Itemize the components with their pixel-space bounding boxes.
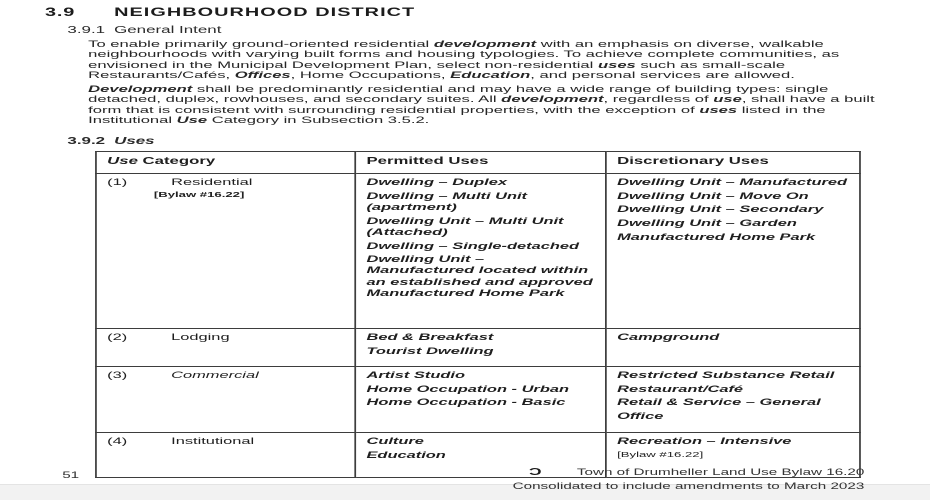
discretionary-use-item: Restricted Substance Retail: [617, 370, 835, 381]
permitted-use-item: Dwelling Unit – Manufactured located within an established and approved Manufactured Home Park: [366, 254, 593, 299]
permitted-use-item: Education: [366, 449, 446, 461]
use-category-number: (1): [107, 177, 128, 188]
discretionary-use-item: Dwelling Unit – Secondary: [617, 204, 824, 216]
permitted-use-item: Bed & Breakfast: [366, 332, 494, 343]
col-header-use-category: Use Category: [96, 152, 355, 174]
permitted-use-item: Dwelling – Duplex: [366, 177, 507, 188]
col-header-permitted-uses: Permitted Uses: [355, 152, 606, 174]
permitted-uses-cell: [355, 367, 606, 433]
use-table-row: [96, 174, 860, 329]
uses-table-header-row: [96, 152, 860, 174]
permitted-use-item: Culture: [366, 436, 424, 447]
bylaw-amendment-note: [Bylaw #16.22]: [153, 190, 245, 199]
subsection-number: 3.9.2: [67, 136, 106, 147]
subsection-uses-heading: [67, 136, 154, 147]
use-category-number: (2): [107, 332, 128, 343]
discretionary-uses-cell: [606, 174, 860, 329]
page-number: 51: [62, 470, 80, 480]
discretionary-use-item: Recreation – Intensive: [617, 436, 792, 447]
footer-consolidation-note: Consolidated to include amendments to March 2023: [512, 480, 865, 491]
intent-paragraph: To enable primarily ground-oriented residential development with an emphasis on diverse, walkable neighbourhoods with varying built forms and housing typologies. To achieve complete communities, as envisioned in the Municipal Development Plan, select non-residential uses such as small-scale Restaurants/Cafés, Offices, Home Occupations, Education, and personal services are allowed.: [88, 39, 840, 81]
permitted-use-item: Dwelling Unit – Multi Unit (Attached): [366, 215, 564, 238]
permitted-uses-cell: [355, 174, 606, 329]
section-number: 3.9: [44, 7, 76, 19]
discretionary-uses-cell: [606, 367, 860, 433]
discretionary-use-item: Restaurant/Café: [617, 383, 744, 395]
discretionary-use-item: Office: [617, 411, 664, 423]
discretionary-uses-cell: [606, 329, 860, 367]
drumheller-logo-icon: Ɔ: [528, 467, 542, 478]
col-header-discretionary-uses: Discretionary Uses: [606, 152, 860, 174]
subsection-intent-heading: [67, 25, 221, 36]
use-category-cell: [96, 329, 355, 367]
discretionary-use-item: Dwelling Unit – Manufactured: [617, 177, 848, 188]
use-table-row: [96, 329, 860, 367]
discretionary-use-item: Manufactured Home Park: [617, 231, 816, 243]
use-category-number: (4): [107, 436, 128, 447]
footer-text: [0, 466, 864, 493]
permitted-use-item: Tourist Dwelling: [366, 345, 494, 357]
uses-table: [95, 151, 861, 478]
section-heading: [45, 7, 415, 19]
use-category-name: Institutional: [171, 436, 255, 447]
discretionary-use-item: Dwelling Unit – Move On: [617, 190, 809, 202]
permitted-use-item: Dwelling – Multi Unit (apartment): [366, 190, 528, 213]
use-category-number: (3): [107, 370, 128, 381]
use-category-cell: [96, 367, 355, 433]
footer-bylaw-title: Town of Drumheller Land Use Bylaw 16.20: [576, 467, 865, 477]
permitted-uses-cell: [355, 329, 606, 367]
discretionary-use-item: Retail & Service – General: [617, 397, 821, 409]
permitted-use-item: Home Occupation - Urban: [366, 383, 570, 395]
discretionary-use-item: Campground: [617, 332, 720, 343]
uses-table-body: [96, 174, 860, 478]
intent-paragraphs: [88, 40, 875, 130]
discretionary-use-item: Dwelling Unit – Garden: [617, 218, 797, 230]
permitted-use-item: Home Occupation - Basic: [366, 397, 566, 409]
use-category-name: Residential: [171, 177, 253, 188]
intent-paragraph: Development shall be predominantly residential and may have a wide range of building types: single detached, duplex, rowhouses, and secondary suites. All development, regardless of use, shall have a built form that is consistent with surrounding residential properties, with the exception of uses listed in the Institutional Use Category in Subsection 3.5.2.: [88, 84, 875, 127]
bylaw-amendment-note: [Bylaw #16.22]: [617, 449, 704, 459]
subsection-title: Uses: [114, 136, 155, 147]
permitted-use-item: Artist Studio: [366, 370, 465, 381]
use-table-row: [96, 367, 860, 433]
subsection-number: 3.9.1: [67, 25, 106, 36]
use-category-cell: [96, 174, 355, 329]
use-category-name: Commercial: [171, 370, 259, 381]
permitted-use-item: Dwelling – Single-detached: [366, 240, 580, 252]
subsection-title: General Intent: [114, 25, 222, 36]
use-category-name: Lodging: [171, 332, 230, 343]
section-title: NEIGHBOURHOOD DISTRICT: [114, 7, 416, 19]
